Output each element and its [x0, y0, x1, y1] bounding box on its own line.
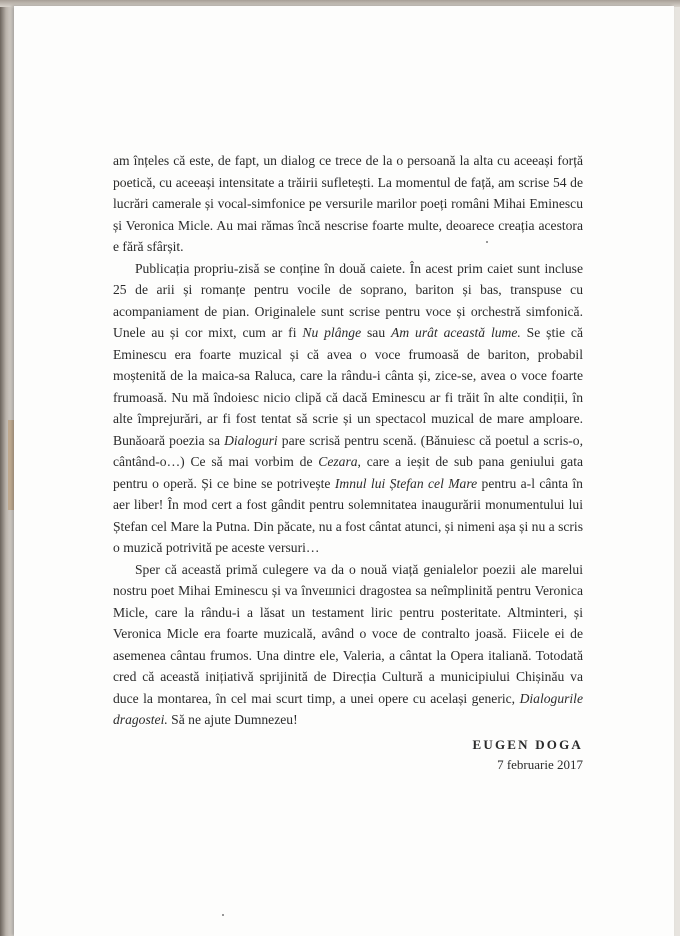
- paragraph-3: [113, 559, 583, 731]
- title-imnul-lui-stefan: Imnul lui Ștefan cel Mare: [334, 475, 478, 491]
- paragraph-2-text: Publicația propriu-zisă se conține în două caiete. În acest prim caiet sunt incluse 25 de arii și romanțe pentru vocile de soprano, bariton și bas, transpuse cu acompaniament de pian. Originalele sunt scrise pentru voce și orchestră simfonică. Unele au și cor mixt, cum ar fi: [113, 260, 583, 340]
- paragraph-1: [113, 150, 583, 258]
- signature-date: 7 februarie 2017: [497, 757, 583, 772]
- paragraph-3-text: Sper că această primă culegere va da o nouă viață genialelor poezii ale marelui nostru poet Mihai Eminescu și va învешnici dragostea sa neîmplinită pentru Veronica Micle, care la rându-i a lăsat un testament liric pentru posteritate. Altminteri, și Veronica Micle era foarte muzicală, având o voce de contralto joasă. Fiicele ei de asemenea cântau frumos. Una dintre ele, Valeria, a cântat la Opera italiană. Totodată cred că această inițiativă sprijinită de Direcția Cultură a municipiului Chișinău va duce la montarea, în cel mai scurt timp, a unei opere cu același generic,: [113, 561, 583, 706]
- paragraph-2-text: pentru a-l cânta în aer liber! În mod cert a fost gândit pentru solemnitatea inaugurării monumentului lui Ștefan cel Mare la Putna. Din păcate, nu a fost cântat atunci, și nimeni așa și nu a scris o muzică potrivită pe aceste versuri…: [113, 475, 583, 555]
- title-dialoguri: Dialoguri: [224, 432, 278, 448]
- scan-speck: [486, 241, 488, 243]
- paragraph-2: [113, 258, 583, 559]
- paragraph-1-text: am înțeles că este, de fapt, un dialog ce trece de la o persoană la alta cu aceeași forță poetică, cu aceeași intensitate a trăirii sufletești. La momentul de față, am scrise 54 de lucrări camerale și vocal-simfonice pe versurile marilor poeți români Mihai Eminescu și Veronica Micle. Au mai rămas încă nescrise foarte multe, deoarece creația acestora e fără sfârșit.: [113, 153, 583, 254]
- paragraph-2-text: , care a ieșit de sub pana geniului gata pentru o operă. Și ce bine se potrivește: [113, 454, 584, 491]
- paragraph-2-text: sau: [361, 325, 392, 340]
- title-cezara: Cezara: [318, 454, 358, 469]
- paragraph-2-text: pare scrisă pentru scenă. (Bănuiesc că poetul a scris-o, cântând-o…) Ce să mai vorbim de: [113, 432, 583, 469]
- author-name: EUGEN DOGA: [472, 737, 583, 752]
- title-dialogurile-dragostei: Dialogurile dragostei.: [113, 690, 583, 727]
- paragraph-2-text: Se știe că Eminescu era foarte muzical și că avea o voce frumoasă de bariton, probabil moștenită de la maica-sa Raluca, care la rându-i cânta și, zice-se, avea o voce foarte frumoasă. Nu mă îndoiesc nicio clipă că dacă Eminescu ar fi trăit în alte condiții, în alte împrejurări, ar fi fost tentat să scrie și un spectacol muzical de mare amploare. Bunăoară poezia sa: [113, 325, 583, 448]
- paragraph-3-text: Să ne ajute Dumnezeu!: [167, 712, 298, 727]
- signature-block: [350, 736, 583, 776]
- title-nu-plange: Nu plânge: [302, 325, 362, 340]
- title-am-urat: Am urât această lume.: [391, 325, 521, 340]
- body-text: [113, 150, 583, 731]
- scan-speck: [222, 914, 224, 916]
